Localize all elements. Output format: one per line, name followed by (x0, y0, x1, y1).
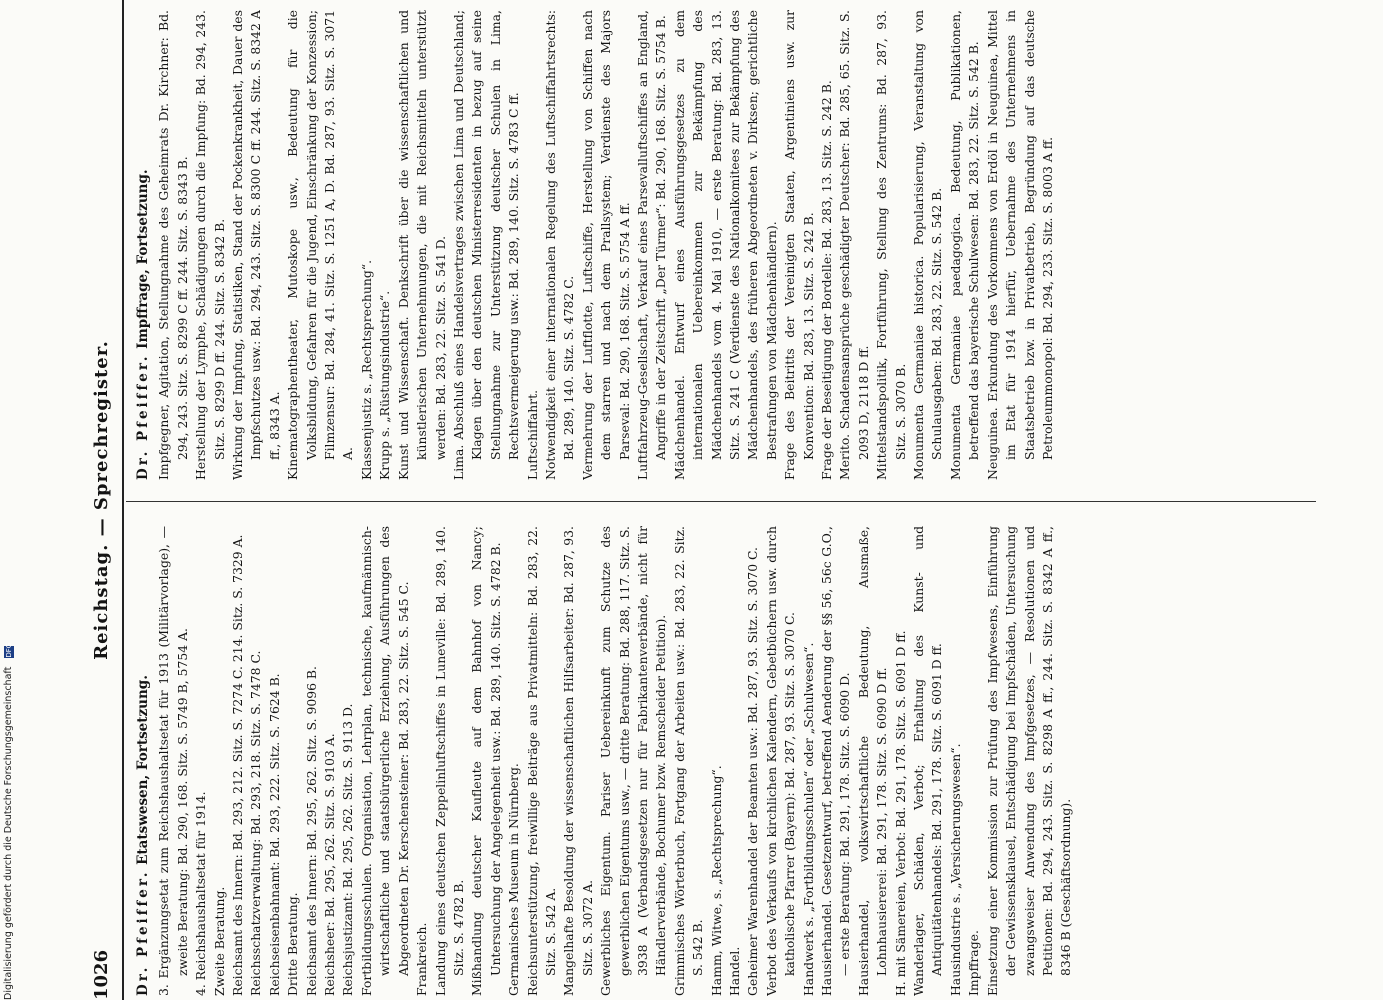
right-column-heading (134, 10, 152, 480)
page-header (86, 0, 118, 1000)
right-index-entry: Lima. Abschluß eines Handelsvertrages zwischen Lima und Deutschland; Klagen über den deutschen Ministerresidenten in bezug auf seine Stellungnahme zur Unterstützung deutscher Schulen in Lima, Rechtsvermeigerung usw.: Bd. 289, 140. Sitz. S. 4783 C ff. (450, 10, 522, 480)
right-index-entry: Vermehrung der Luftflotte, Luftschiffe, Herstellung von Schiffen nach dem starren und nach dem Prallsystem; Verdienste des Majors Parseval: Bd. 290, 168. Sitz. S. 5754 A ff. (579, 10, 632, 480)
column-divider (126, 501, 1316, 502)
right-index-entry: Mädchenhandel. Entwurf eines Ausführungsgesetzes zu dem internationalen Uebereinkommen zur Bekämpfung des Mädchenhandels vom 4. Mai 1910, — erste Beratung: Bd. 283, 13. Sitz. S. 241 C (Verdienste des Nationalkomitees zur Bekämpfung des Mädchenhandels, des früheren Abgeordneten v. Dirksen; gerichtliche Bestrafungen von Mädchenhändlern). (671, 10, 779, 480)
left-index-entry: Handel. (727, 946, 742, 996)
left-index-entry: H. mit Sämereien, Verbot: Bd. 291, 178. Sitz. S. 6091 D ff. (892, 630, 908, 996)
right-index-entry: Herstellung der Lymphe, Schädigungen durch die Impfung: Bd. 294, 243. Sitz. S. 8299 D ff. 244. Sitz. S. 8342 B. (193, 10, 227, 480)
left-index-entry: Mißhandlung deutscher Kaufleute auf dem Bahnhof von Nancy; Untersuchung der Angelegenheit usw.: Bd. 289, 140. Sitz. S. 4782 B. (469, 526, 503, 996)
dfg-logo: DFG (4, 642, 13, 658)
right-speaker: Dr. Pfeiffer. (135, 353, 151, 480)
left-index-entry: Fortbildungsschulen. Organisation, Lehrplan, technische, kaufmännisch-wirtschaftliche und staatsbürgerliche Erziehung, Ausführungen des Abgeordneten Dr. Kerschensteiner: Bd. 283, 22. Sitz. S. 545 C. (358, 526, 411, 996)
right-index-entry: Notwendigkeit einer internationalen Regelung des Luftschiffahrtsrechts: Bd. 289, 140. Sitz. S. 4782 C. (542, 10, 577, 480)
right-index-entry: Klassenjustiz s. „Rechtsprechung“. (358, 259, 374, 480)
left-index-entry: Zweite Beratung. (211, 886, 227, 996)
right-index-entry: Merito. Schadensansprüche geschädigter Deutscher: Bd. 285, 65. Sitz. S. 2093 D, 2118 D ff. (837, 10, 871, 480)
left-column-heading (134, 526, 152, 996)
left-index-entry: Reichsjustizamt: Bd. 295, 262. Sitz. S. 9113 D. (340, 703, 356, 996)
right-entries (155, 10, 1057, 480)
left-topic: Etatswesen, Fortsetzung. (135, 675, 151, 865)
right-index-entry: Mittelstandspolitik, Fortführung, Stellung des Zentrums: Bd. 287, 93. Sitz. S. 3070 B. (874, 10, 908, 480)
left-index-entry: Reichsamt des Innern: Bd. 295, 262. Sitz. S. 9096 B. (303, 666, 319, 996)
left-index-entry: Reichsamt des Innern: Bd. 293, 212. Sitz. S. 7274 C. 214. Sitz. S. 7329 A. (230, 534, 246, 996)
left-index-entry: Verbot des Verkaufs von kirchlichen Kalendern, Gebetbüchern usw. durch katholische Pfarrer (Bayern): Bd. 287, 93. Sitz. S. 3070 C. (763, 526, 798, 996)
left-index-entry: Reichsheer: Bd. 295, 262. Sitz. S. 9103 A. (322, 733, 338, 996)
right-index-entry: Kinematographentheater, Mutoskope usw., Bedeutung für die Volksbildung, Gefahren für die Jugend, Einschränkung der Konzession; Filmzensur: Bd. 284, 41. Sitz. S. 1251 A, D. Bd. 287, 93. Sitz. S. 3071 A. (285, 10, 356, 480)
right-index-entry: Frage der Beseitigung der Bordelle: Bd. 283, 13. Sitz. S. 242 B. (819, 80, 835, 480)
right-index-entry: Monumenta Germaniae paedagogica. Bedeutung, Publikationen, betreffend das bayerische Schulwesen: Bd. 283, 22. Sitz. S. 542 B. (947, 10, 982, 480)
left-index-entry: 4. Reichshaushaltsetat für 1914. (193, 791, 209, 996)
left-index-entry: 3. Ergänzungsetat zum Reichshaushaltsetat für 1913 (Militärvorlage), — zweite Beratung: Bd. 290, 168. Sitz. S. 5749 B, 5754 A. (156, 526, 190, 996)
right-index-entry: Luftfahrzeug-Gesellschaft, Verkauf eines Parsevalluftschiffes an England, Angriffe in der Zeitschrift „Der Türmer“: Bd. 290, 168. Sitz. S. 5754 B. (634, 10, 669, 480)
right-index-entry: Frage des Beitritts der Vereinigten Staaten, Argentiniens usw. zur Konvention: Bd. 283, 13. Sitz. S. 242 B. (782, 10, 816, 480)
rotated-page (86, 0, 1326, 1000)
right-index-entry: Luftschiffahrt. (524, 389, 540, 480)
left-index-entry: Reichsschatzverwaltung: Bd. 293, 218. Sitz. S. 7478 C. (248, 650, 264, 996)
left-index-entry: Germanisches Museum in Nürnberg. (506, 763, 522, 996)
left-index-entry: Geheimer Warenhandel der Beamten usw.: Bd. 287, 93. Sitz. S. 3070 C. (745, 547, 761, 996)
left-index-entry: Impffrage. (966, 930, 982, 996)
right-index-entry: Krupp s. „Rüstungsindustrie“. (377, 290, 393, 480)
left-index-entry: Landung eines deutschen Zeppelinluftschiffes in Luneville: Bd. 289, 140. Sitz. S. 4782 B. (432, 526, 466, 996)
left-index-entry: Einsetzung einer Kommission zur Prüfung des Impfwesens, Einführung der Gewissensklausel, Entschädigung bei Impfschäden, Untersuchung zwangsweiser Anwendung des Impfgesetzes, — Resolutionen und Petitionen: Bd. 294, 243. Sitz. S. 8298 A ff., 244. Sitz. S. 8342 A ff., 8346 B (Geschäftsordnung). (984, 526, 1074, 996)
left-speaker: Dr. Pfeiffer. (135, 869, 151, 996)
left-entries (155, 526, 1075, 996)
right-column (134, 10, 1314, 480)
digitization-credit (2, 0, 16, 1000)
right-index-entry: Wirkung der Impfung, Statistiken, Stand der Pockenkrankheit, Dauer des Impfschutzes usw.: Bd. 294, 243. Sitz. S. 8300 C ff. 244. Sitz. S. 8342 A ff., 8343 A. (230, 10, 282, 480)
page-number: 1026 (91, 949, 112, 1000)
left-index-entry: Hamm, Witwe, s. „Rechtsprechung“. (708, 765, 724, 996)
left-index-entry: Wanderlager, Schäden, Verbot; Erhaltung des Kunst- und Antiquitätenhandels: Bd. 291, 178. Sitz. S. 6091 D ff. (911, 526, 945, 996)
header-rule (122, 0, 124, 1000)
left-index-entry: Hausierhandel, volkswirtschaftliche Bedeutung, Ausmaße, Lohnhausiererei: Bd. 291, 178. Sitz. S. 6090 D ff. (855, 526, 890, 996)
left-index-entry: Hausierhandel. Gesetzentwurf, betreffend Aenderung der §§ 56, 56c G.O., — erste Beratung: Bd. 291, 178. Sitz. S. 6090 D. (819, 526, 853, 996)
left-index-entry: Handwerk s. „Fortbildungsschulen“ oder „Schulwesen“. (800, 642, 816, 996)
left-index-entry: Reichseisenbahnamt: Bd. 293, 222. Sitz. S. 7624 B. (266, 673, 282, 996)
right-index-entry: Monumenta Germaniae historica. Popularisierung, Veranstaltung von Schulausgaben: Bd. 283, 22. Sitz. S. 542 B. (911, 10, 945, 480)
credit-text: Digitalisierung gefördert durch die Deutsche Forschungsgemeinschaft (3, 666, 14, 1000)
right-topic: Impffrage, Fortsetzung. (135, 169, 151, 349)
left-index-entry: Hausindustrie s. „Versicherungswesen“. (947, 743, 963, 996)
left-index-entry: Reichsunterstützung, freiwillige Beiträge aus Privatmitteln: Bd. 283, 22. Sitz. S. 542 A. (524, 526, 558, 996)
right-index-entry: Neuguinea. Erkundung des Vorkommens von Erdöl in Neuguinea, Mittel im Etat für 1914 hierfür, Uebernahme des Unternehmens in Staatsbetrieb bzw. in Privatbetrieb, Begründung auf das deutsche Petroleummonopol: Bd. 294, 233. Sitz. S. 8003 A ff. (984, 10, 1055, 480)
right-index-entry: Kunst und Wissenschaft. Denkschrift über die wissenschaftlichen und künstlerischen Unternehmungen, die mit Reichsmitteln unterstützt werden: Bd. 283, 22. Sitz. S. 541 D. (395, 10, 448, 480)
left-index-entry: Frankreich. (414, 922, 430, 996)
left-column (134, 526, 1314, 996)
left-index-entry: Gewerbliches Eigentum. Pariser Uebereinkunft zum Schutze des gewerblichen Eigentums usw., — dritte Beratung: Bd. 288, 117. Sitz. S. 3938 A (Verbandsgesetzen nur für Fabrikantenverbände, nicht für Händlerverbände, Bochumer bzw. Remscheider Petition). (598, 526, 669, 996)
left-index-entry: Grimmisches Wörterbuch, Fortgang der Arbeiten usw.: Bd. 283, 22. Sitz. S. 542 B. (671, 526, 706, 996)
page-title: Reichstag. — Sprechregister. (91, 340, 112, 660)
right-index-entry: Impfgegner, Agitation, Stellungnahme des Geheimrats Dr. Kirchner: Bd. 294, 243. Sitz. S. 8299 C ff. 244. Sitz. S. 8343 B. (156, 10, 190, 480)
left-index-entry: Dritte Beratung. (285, 892, 301, 996)
left-index-entry: Mangelhafte Besoldung der wissenschaftlichen Hilfsarbeiter: Bd. 287, 93. Sitz. S. 3072 A. (561, 526, 595, 996)
